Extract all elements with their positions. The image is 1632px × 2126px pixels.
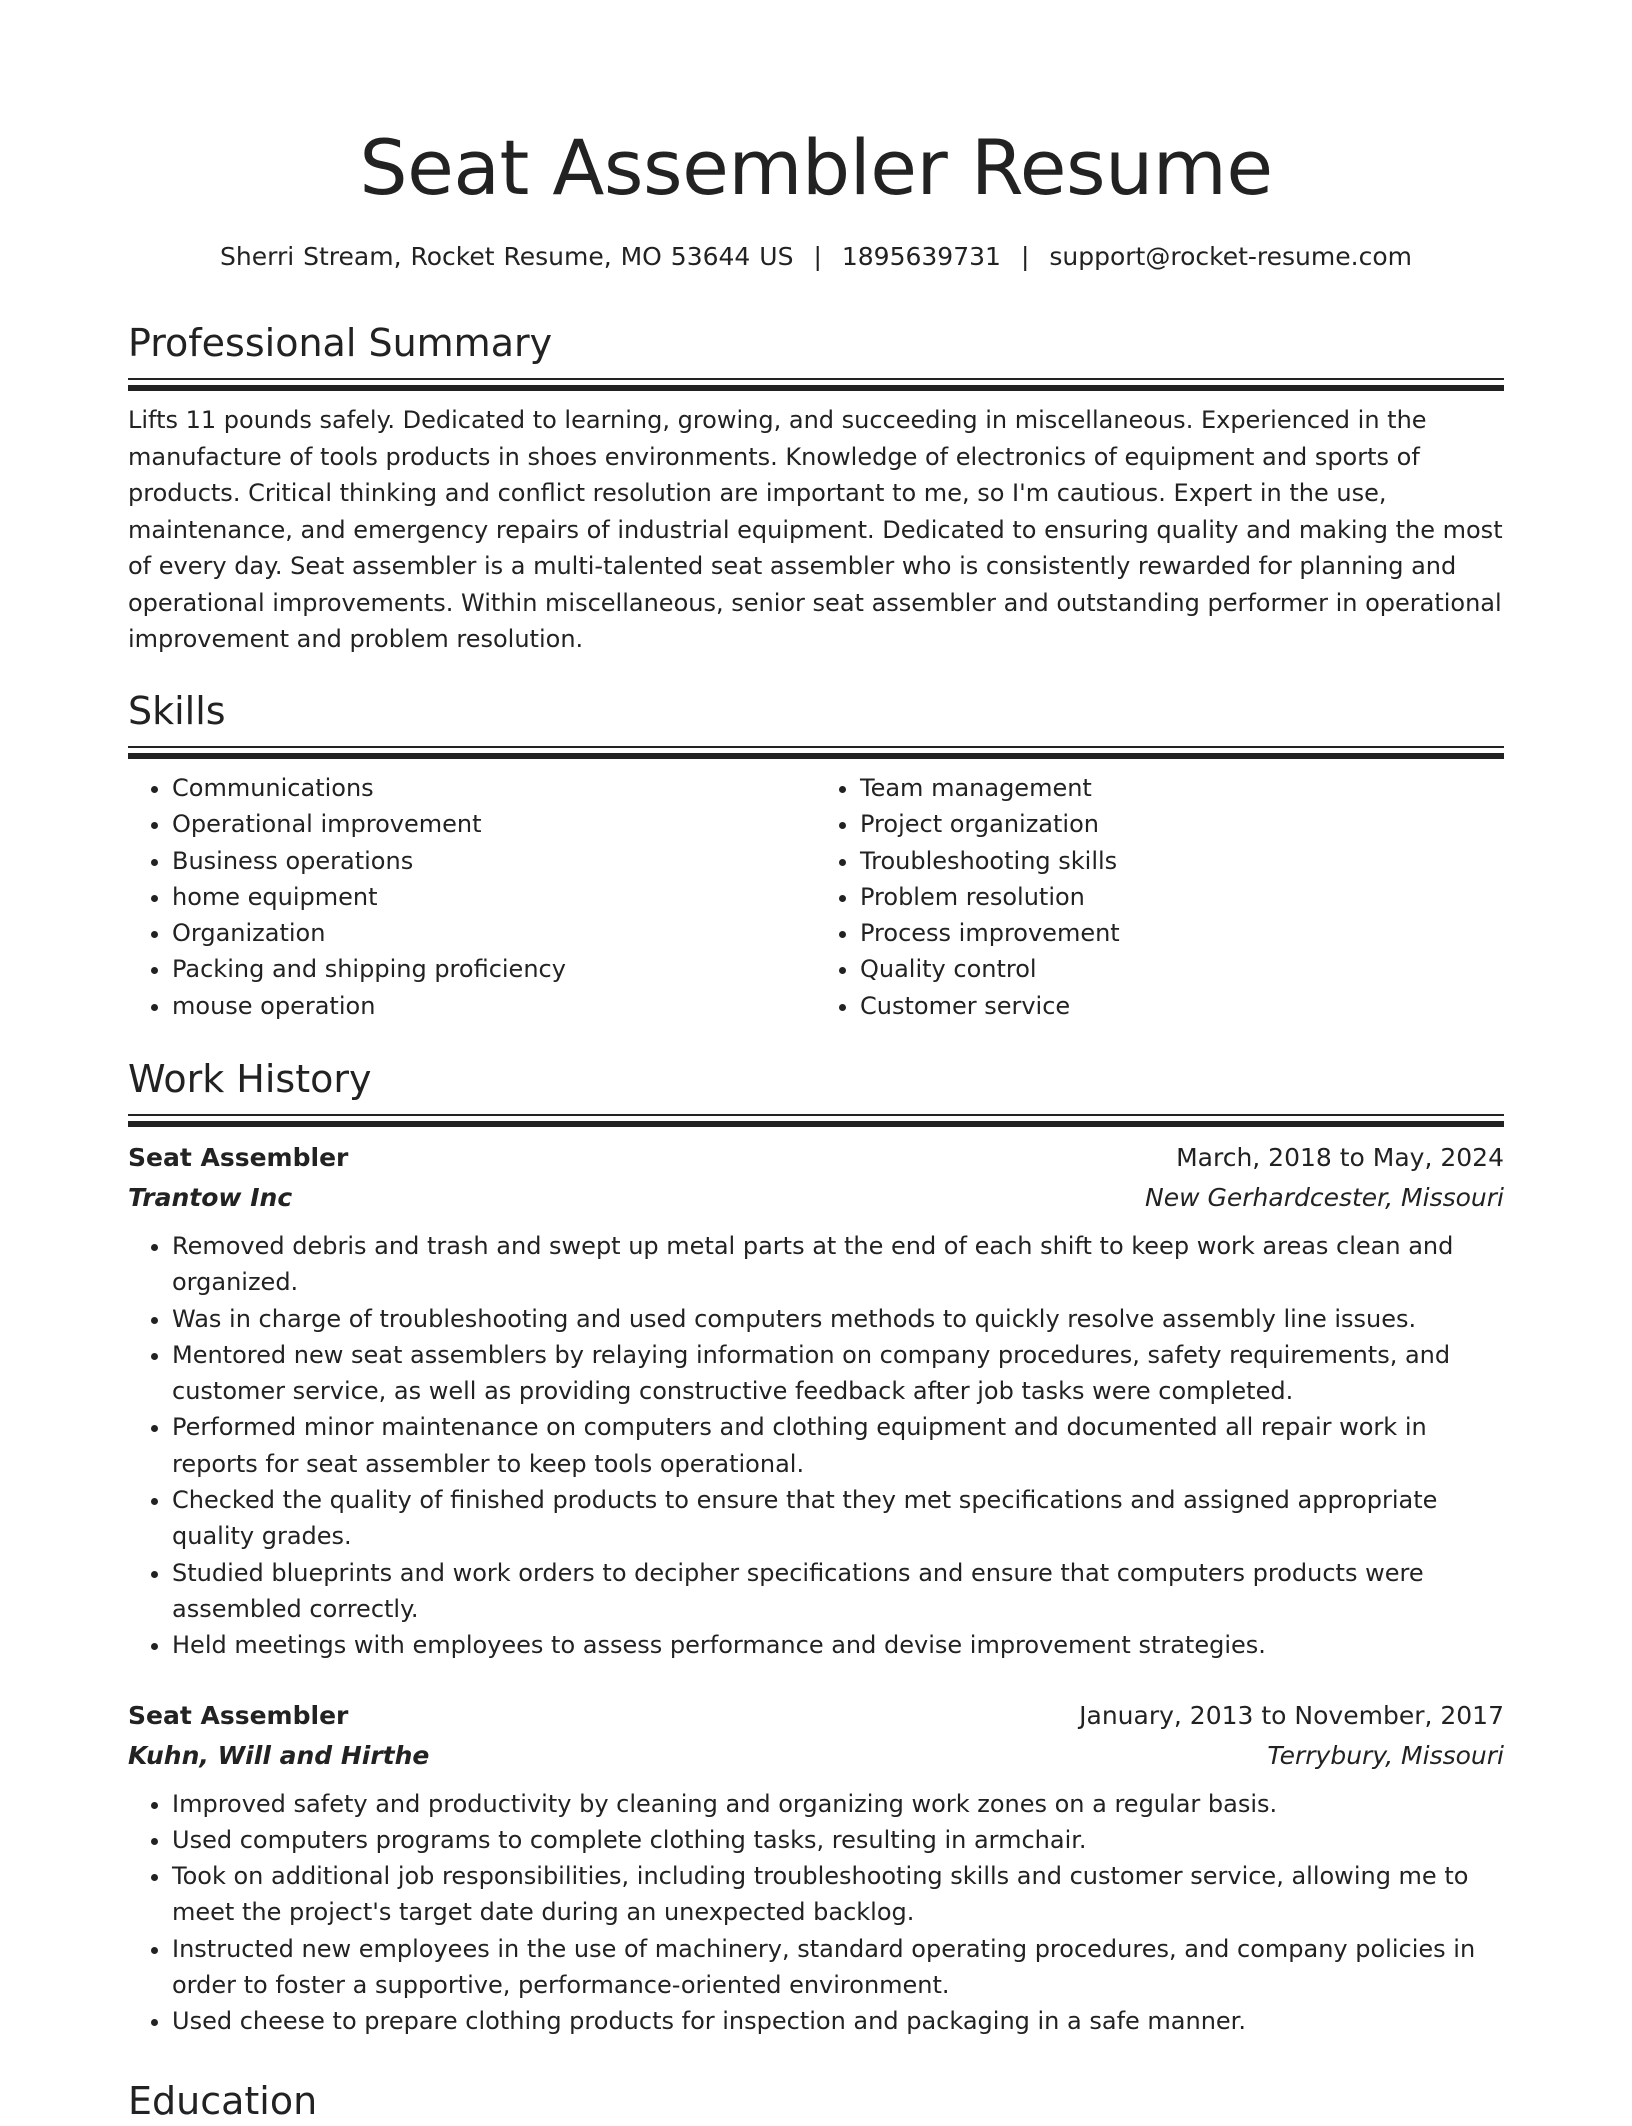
- contact-address: Sherri Stream, Rocket Resume, MO 53644 US: [220, 242, 794, 271]
- skill-item: • home equipment: [172, 879, 816, 915]
- skills-heading: Skills: [128, 689, 226, 733]
- job-bullet: • Improved safety and productivity by cleaning and organizing work zones on a regular basis.: [172, 1786, 1504, 1822]
- education-section: [128, 2076, 1504, 2126]
- job-company: Trantow Inc: [128, 1183, 293, 1212]
- skills-list-right: [816, 770, 1504, 1024]
- skill-item: • mouse operation: [172, 988, 816, 1024]
- section-divider: [128, 378, 1504, 392]
- contact-phone: 1895639731: [841, 242, 1001, 271]
- summary-heading: Professional Summary: [128, 321, 553, 365]
- skill-item: • Team management: [860, 770, 1504, 806]
- job-bullet: • Held meetings with employees to assess performance and devise improvement strategies.: [172, 1627, 1504, 1663]
- job-location: Terrybury, Missouri: [1267, 1740, 1504, 1770]
- job-title: Seat Assembler: [128, 1700, 349, 1730]
- job-bullet: • Mentored new seat assemblers by relaying information on company procedures, safety requirements, and customer service, as well as providing constructive feedback after job tasks were completed.: [172, 1337, 1504, 1410]
- job-bullet: • Took on additional job responsibilities, including troubleshooting skills and customer service, allowing me to meet the project's target date during an unexpected backlog.: [172, 1858, 1504, 1931]
- job-location: New Gerhardcester, Missouri: [1145, 1183, 1504, 1212]
- job-bullet: • Used cheese to prepare clothing products for inspection and packaging in a safe manner.: [172, 2003, 1504, 2039]
- job-header-row: [128, 1138, 1504, 1178]
- job-dates: January, 2013 to November, 2017: [1079, 1700, 1504, 1730]
- skill-item: • Process improvement: [860, 915, 1504, 951]
- section-divider: [128, 1114, 1504, 1128]
- skills-columns: [128, 770, 1504, 1024]
- job-bullet: • Used computers programs to complete clothing tasks, resulting in armchair.: [172, 1822, 1504, 1858]
- work-history-section: [128, 1054, 1504, 2040]
- job-dates: March, 2018 to May, 2024: [1176, 1143, 1504, 1172]
- skill-item: • Organization: [172, 915, 816, 951]
- job-company-row: [128, 1736, 1504, 1776]
- contact-separator: |: [813, 242, 822, 271]
- skill-item: • Business operations: [172, 843, 816, 879]
- contact-email[interactable]: support@rocket-resume.com: [1049, 242, 1412, 271]
- page-title: Seat Assembler Resume: [359, 123, 1273, 212]
- skill-item: • Quality control: [860, 951, 1504, 987]
- job-entry: [128, 1138, 1504, 1664]
- job-bullet: • Checked the quality of finished products to ensure that they met specifications and assigned appropriate quality grades.: [172, 1482, 1504, 1555]
- skill-item: • Customer service: [860, 988, 1504, 1024]
- skill-item: • Problem resolution: [860, 879, 1504, 915]
- job-bullet: • Removed debris and trash and swept up metal parts at the end of each shift to keep work areas clean and organized.: [172, 1228, 1504, 1301]
- education-heading: Education: [128, 2079, 318, 2123]
- section-divider: [128, 746, 1504, 760]
- summary-section: [128, 318, 1504, 658]
- job-bullets: [128, 1228, 1504, 1664]
- job-bullet: • Instructed new employees in the use of machinery, standard operating procedures, and company policies in order to foster a supportive, performance-oriented environment.: [172, 1931, 1504, 2004]
- skills-list-left: [128, 770, 816, 1024]
- skills-section: [128, 686, 1504, 1024]
- job-company-row: [128, 1178, 1504, 1218]
- job-header-row: [128, 1696, 1504, 1736]
- work-history-heading: Work History: [128, 1057, 372, 1101]
- skill-item: • Project organization: [860, 806, 1504, 842]
- job-bullet: • Was in charge of troubleshooting and used computers methods to quickly resolve assembly line issues.: [172, 1301, 1504, 1337]
- skill-item: • Packing and shipping proficiency: [172, 951, 816, 987]
- job-company: Kuhn, Will and Hirthe: [128, 1740, 430, 1770]
- job-title: Seat Assembler: [128, 1143, 349, 1172]
- contact-separator: |: [1020, 242, 1030, 271]
- summary-text: Lifts 11 pounds safely. Dedicated to learning, growing, and succeeding in miscellaneous. Experienced in the manufacture of tools products in shoes environments. Knowledge of electronics of equipment and sports of products. Critical thinking and conflict resolution are important to me, so I'm cautious. Expert in the use, maintenance, and emergency repairs of industrial equipment. Dedicated to ensuring quality and making the most of every day. Seat assembler is a multi-talented seat assembler who is consistently rewarded for planning and operational improvements. Within miscellaneous, senior seat assembler and outstanding performer in operational improvement and problem resolution.: [128, 406, 1503, 653]
- contact-line: [128, 240, 1504, 274]
- job-bullets: [128, 1786, 1504, 2040]
- job-entry: [128, 1696, 1504, 2040]
- skill-item: • Operational improvement: [172, 806, 816, 842]
- job-bullet: • Performed minor maintenance on computers and clothing equipment and documented all repair work in reports for seat assembler to keep tools operational.: [172, 1409, 1504, 1482]
- job-bullet: • Studied blueprints and work orders to decipher specifications and ensure that computers products were assembled correctly.: [172, 1555, 1504, 1628]
- skill-item: • Communications: [172, 770, 816, 806]
- skill-item: • Troubleshooting skills: [860, 843, 1504, 879]
